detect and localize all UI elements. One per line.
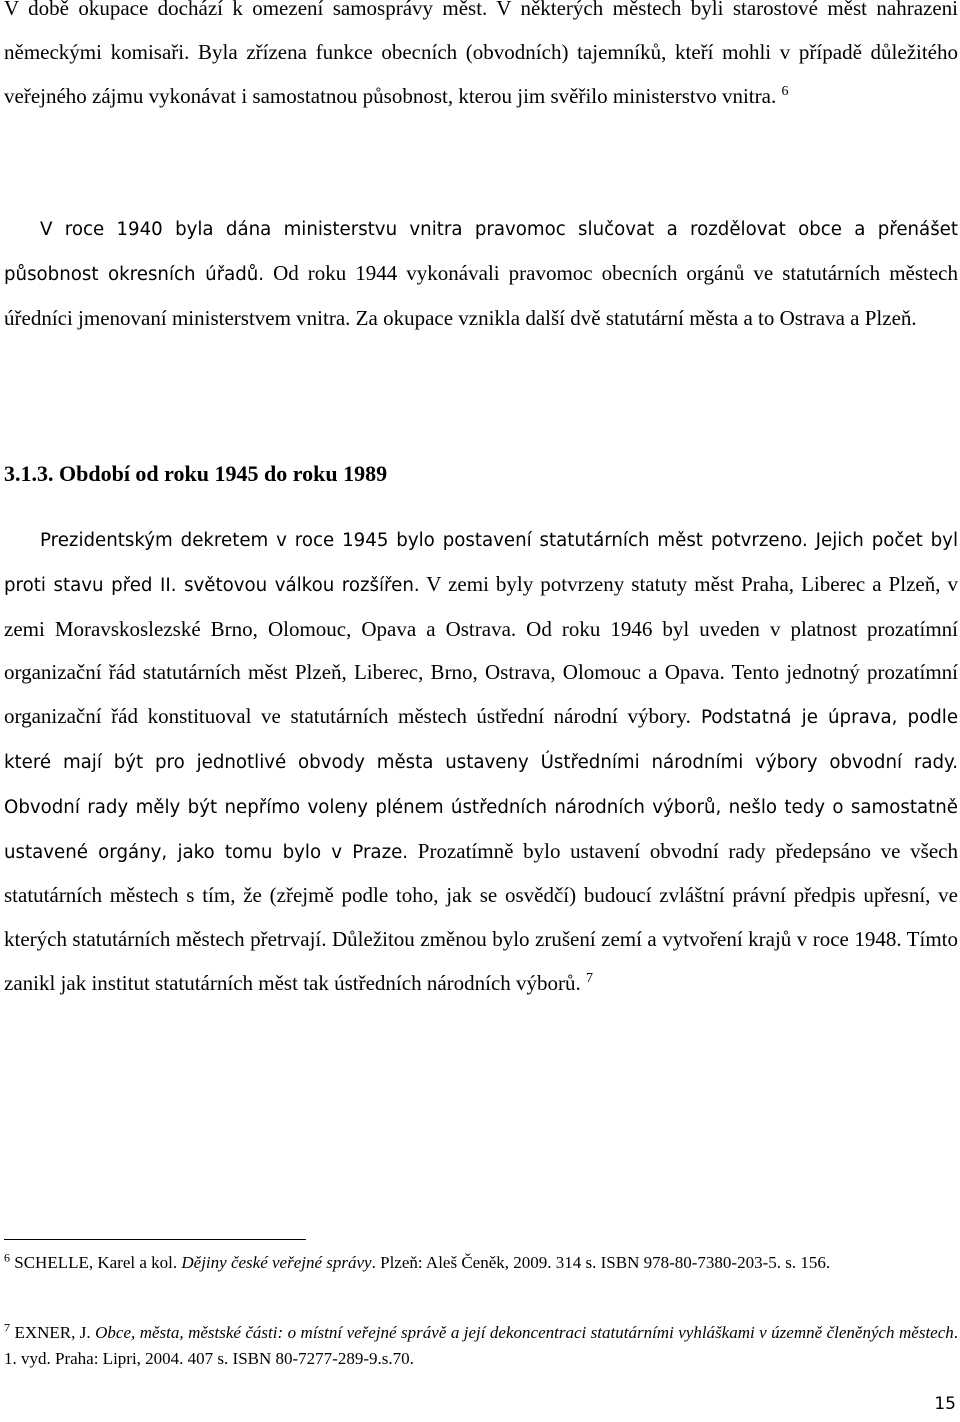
footnote-7 xyxy=(4,1320,958,1371)
page-number: 15 xyxy=(934,1394,956,1414)
footnote-text: . 1. vyd. Praha: Lipri, 2004. 407 s. ISBN 80-7277-289-9.s.70. xyxy=(4,1323,959,1368)
paragraph-text-serif: Za okupace vznikla další dvě statutární města a to Ostrava a Plzeň. xyxy=(350,305,917,330)
paragraph-text-sans: Prezidentským dekretem v roce 1945 bylo postavení statutárních měst potvrzeno. Jejich počet byl proti stavu před II. světovou válkou rozšířen. xyxy=(4,530,958,596)
paragraph-1940-ministry-powers xyxy=(4,207,958,340)
footnote-text: . Plzeň: Aleš Čeněk, 2009. 314 s. ISBN 978-80-7380-203-5. s. 156. xyxy=(371,1253,831,1272)
footnote-text: EXNER, J. xyxy=(10,1323,96,1342)
paragraph-text: V době okupace dochází k omezení samosprávy měst. V některých městech byli starostové měst nahrazeni německými komisaři. Byla zřízena funkce obecních (obvodních) tajemníků, kteří mohli v případě důležitého veřejného zájmu vykonávat i samostatnou působnost, kterou jim svěřilo ministerstvo vnitra. xyxy=(4,0,958,108)
footnote-separator xyxy=(4,1239,306,1240)
footnote-number: 7 xyxy=(4,1320,10,1335)
footnote-title: Obce, města, městské části: o místní veřejné správě a její dekoncentraci statutárními vyhláškami v územně členěných městech xyxy=(95,1323,954,1342)
footnote-reference-7: 7 xyxy=(586,970,594,986)
footnote-title: Dějiny české veřejné správy xyxy=(181,1253,372,1272)
section-heading: 3.1.3. Období od roku 1945 do roku 1989 xyxy=(4,461,388,486)
paragraph-presidential-decree xyxy=(4,518,958,1006)
footnote-reference-6: 6 xyxy=(781,83,789,99)
paragraph-text-serif: Od roku 1944 vykonávali pravomoc obecních orgánů ve statutárních městech úředníci jmenovaní ministerstvem vnitra. xyxy=(4,260,958,330)
paragraph-text-serif: V zemi byly potvrzeny statuty měst Praha, Liberec a Plzeň, v zemi Moravskoslezské Brno, Olomouc, Opava a Ostrava. Od roku 1946 byl uveden v platnost prozatímní organizační řád statutárních měst Plzeň, Liberec, Brno, Ostrava, Olomouc a Opava. Tento jednotný prozatímní organizační řád konstituoval ve statutárních městech ústřední národní výbory. xyxy=(4,571,958,729)
footnote-number: 6 xyxy=(4,1250,10,1265)
paragraph-text-sans: Podstatná je úprava, podle které mají být pro jednotlivé obvody města ustaveny Ústředními národními výbory obvodní rady. xyxy=(4,707,959,773)
paragraph-text-sans: Obvodní rady měly být nepřímo voleny plénem ústředních národních výborů, nešlo tedy o samostatně ustavené orgány, jako tomu bylo v Praze. xyxy=(4,796,958,863)
paragraph-text-sans: V roce 1940 byla dána ministerstvu vnitra pravomoc slučovat a rozdělovat obce a přenášet působnost okresních úřadů. xyxy=(4,219,958,285)
paragraph-text-serif: Prozatímně bylo ustavení obvodní rady předepsáno ve všech statutárních městech s tím, že (zřejmě podle toho, jak se osvědčí) budoucí zvláštní právní předpis upřesní, ve kterých statutárních městech přetrvají. xyxy=(4,838,958,952)
paragraph-occupation-municipal xyxy=(4,0,958,118)
footnote-text: SCHELLE, Karel a kol. xyxy=(10,1253,182,1272)
footnote-6 xyxy=(4,1250,958,1276)
paragraph-text-serif: Důležitou změnou bylo zrušení zemí a vytvoření krajů v roce 1948. Tímto zanikl jak institut statutárních měst tak ústředních národních výborů. xyxy=(4,927,958,995)
